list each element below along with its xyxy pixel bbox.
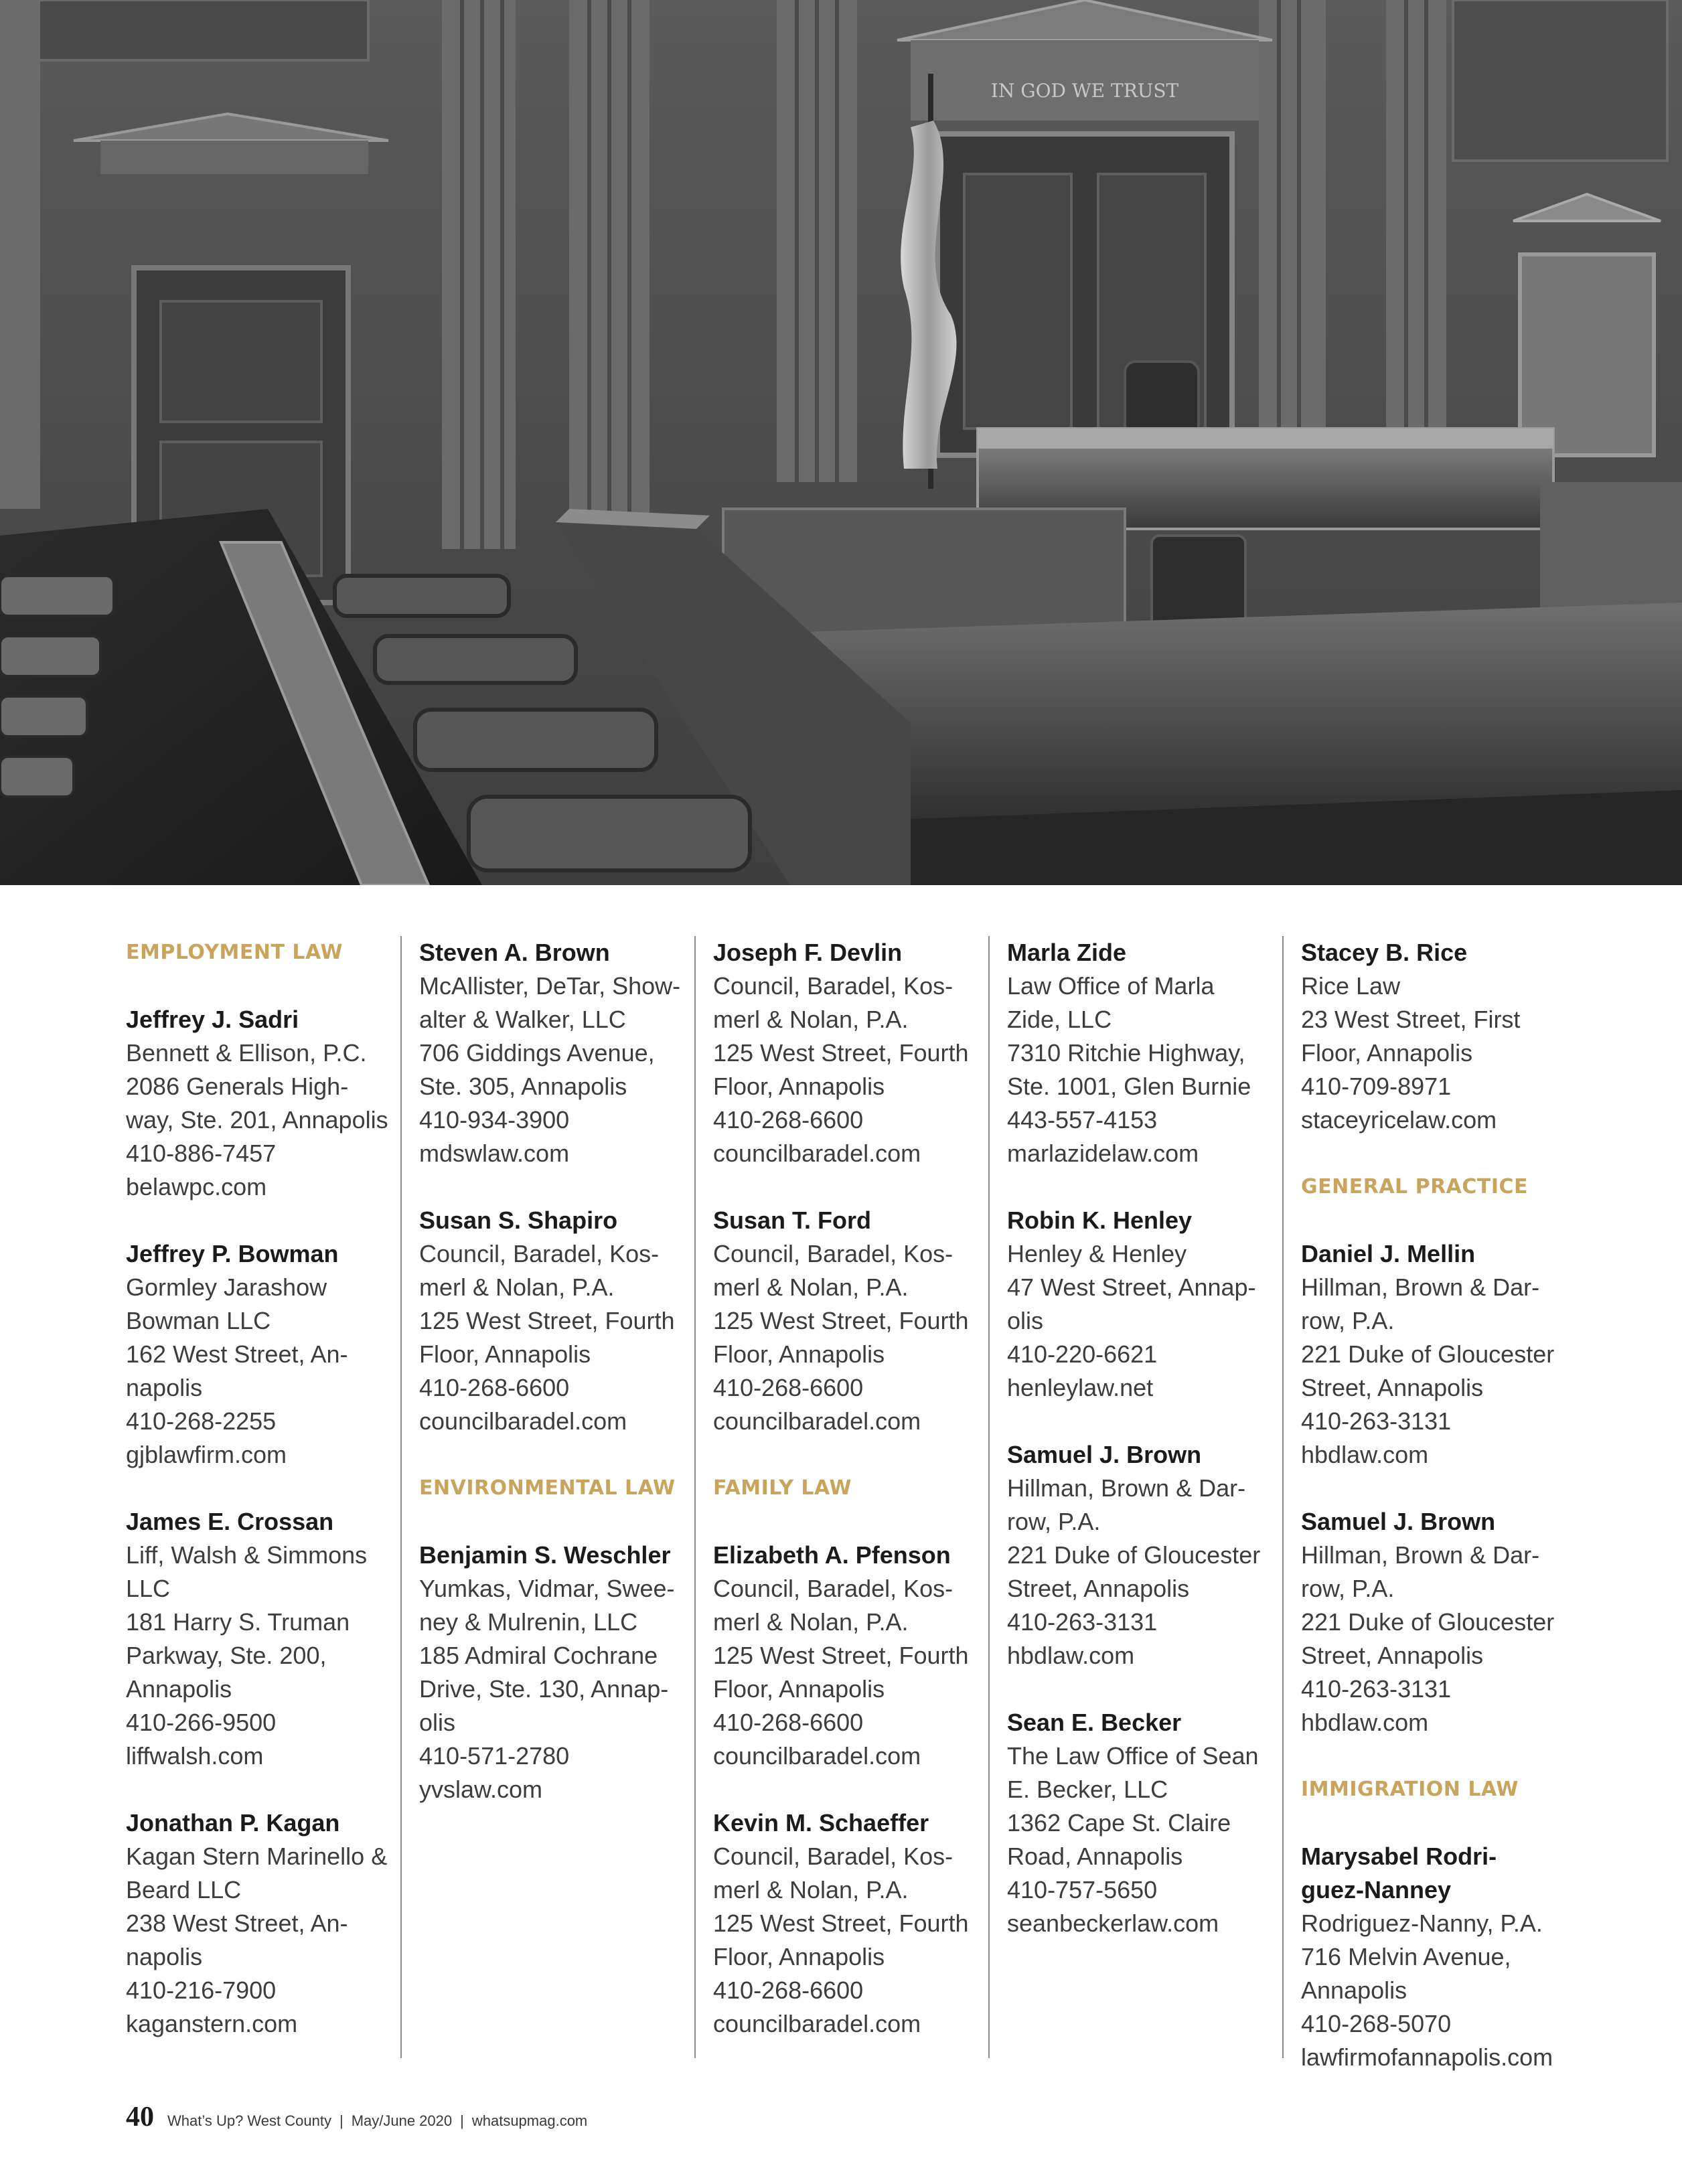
address-line: Street, Annapolis (1301, 1374, 1484, 1401)
attorney-entry (1007, 1438, 1275, 1672)
address-line: 1362 Cape St. Claire (1007, 1809, 1231, 1837)
listing-column-4 (1007, 936, 1275, 2061)
address-line: 221 Duke of Gloucester (1301, 1340, 1555, 1368)
address-line: Council, Baradel, Kos- (419, 1240, 660, 1267)
address-line: Drive, Ste. 130, Annap- (419, 1675, 669, 1703)
phone-number: 410-268-2255 (126, 1407, 277, 1435)
spacer (1301, 1472, 1569, 1505)
address-line: Road, Annapolis (1007, 1843, 1183, 1870)
spacer (713, 1505, 981, 1539)
address-line: Floor, Annapolis (713, 1675, 885, 1703)
address-line: Ste. 1001, Glen Burnie (1007, 1073, 1251, 1100)
attorney-entry (126, 1505, 394, 1773)
address-line: 125 West Street, Fourth (713, 1039, 969, 1067)
address-line: ney & Mulrenin, LLC (419, 1608, 638, 1636)
attorney-name: Kevin M. Schaeffer (713, 1809, 929, 1837)
website-link[interactable]: lawfirmofannapolis.com (1301, 2043, 1553, 2071)
attorney-name: Robin K. Henley (1007, 1206, 1193, 1234)
address-line: 23 West Street, First (1301, 1006, 1521, 1033)
address-line: Council, Baradel, Kos- (713, 1240, 953, 1267)
column-divider (400, 936, 402, 2058)
website-link[interactable]: hbdlaw.com (1007, 1642, 1135, 1669)
address-line: merl & Nolan, P.A. (713, 1273, 909, 1301)
website-link[interactable]: yvslaw.com (419, 1776, 543, 1803)
address-line: Gormley Jarashow (126, 1273, 327, 1301)
attorney-entry (1007, 1706, 1275, 1940)
website-link[interactable]: liffwalsh.com (126, 1742, 264, 1770)
listing-column-3 (713, 936, 981, 2061)
phone-number: 410-757-5650 (1007, 1876, 1158, 1903)
address-line: 238 West Street, An- (126, 1909, 348, 1937)
phone-number: 410-268-6600 (713, 1709, 864, 1736)
address-line: Liff, Walsh & Simmons (126, 1541, 368, 1569)
address-line: Annapolis (126, 1675, 232, 1703)
address-line: Floor, Annapolis (713, 1340, 885, 1368)
address-line: Council, Baradel, Kos- (713, 1843, 953, 1870)
attorney-name: James E. Crossan (126, 1508, 334, 1535)
address-line: Henley & Henley (1007, 1240, 1187, 1267)
attorney-name: Samuel J. Brown (1301, 1508, 1496, 1535)
address-line: olis (419, 1709, 456, 1736)
spacer (419, 1438, 687, 1472)
address-line: row, P.A. (1007, 1508, 1101, 1535)
attorney-entry (713, 936, 981, 1170)
address-line: Rodriguez-Nanny, P.A. (1301, 1909, 1543, 1937)
address-line: Parkway, Ste. 200, (126, 1642, 327, 1669)
address-line: Council, Baradel, Kos- (713, 972, 953, 1000)
address-line: 706 Giddings Avenue, (419, 1039, 655, 1067)
address-line: 2086 Generals High- (126, 1073, 349, 1100)
website-link[interactable]: henleylaw.net (1007, 1374, 1154, 1401)
attorney-name: Sean E. Becker (1007, 1709, 1182, 1736)
address-line: Hillman, Brown & Dar- (1301, 1541, 1540, 1569)
attorney-entry (713, 1204, 981, 1438)
spacer (126, 1204, 394, 1237)
address-line: napolis (126, 1943, 203, 1970)
page-number: 40 (126, 2102, 154, 2132)
footer-separator: | (460, 2112, 464, 2129)
address-line: Bennett & Ellison, P.C. (126, 1039, 367, 1067)
address-line: way, Ste. 201, Annapolis (126, 1106, 388, 1134)
publication-name: What’s Up? West County (167, 2112, 331, 2129)
phone-number: 410-934-3900 (419, 1106, 570, 1134)
phone-number: 410-266-9500 (126, 1709, 277, 1736)
spacer (1007, 1405, 1275, 1438)
attorney-entry (126, 1806, 394, 2041)
spacer (1301, 1806, 1569, 1840)
phone-number: 410-709-8971 (1301, 1073, 1452, 1100)
spacer (126, 969, 394, 1003)
address-line: McAllister, DeTar, Show- (419, 972, 681, 1000)
practice-area-heading: FAMILY LAW (713, 1476, 852, 1500)
attorney-entry (1007, 1204, 1275, 1405)
website-link[interactable]: councilbaradel.com (713, 2010, 921, 2037)
website-link[interactable]: whatsupmag.com (471, 2112, 588, 2129)
spacer (713, 1170, 981, 1204)
website-link[interactable]: kaganstern.com (126, 2010, 298, 2037)
website-link[interactable]: councilbaradel.com (713, 1742, 921, 1770)
website-link[interactable]: hbdlaw.com (1301, 1441, 1429, 1468)
attorney-name: Marla Zide (1007, 939, 1127, 966)
address-line: 221 Duke of Gloucester (1007, 1541, 1261, 1569)
attorney-name: Benjamin S. Weschler (419, 1541, 671, 1569)
address-line: 125 West Street, Fourth (419, 1307, 675, 1334)
spacer (126, 1773, 394, 1806)
attorney-name: Marysabel Rodri- (1301, 1843, 1497, 1870)
address-line: Yumkas, Vidmar, Swee- (419, 1575, 675, 1602)
attorney-name: Jonathan P. Kagan (126, 1809, 340, 1837)
address-line: Zide, LLC (1007, 1006, 1112, 1033)
spacer (1007, 1672, 1275, 1706)
address-line: 181 Harry S. Truman (126, 1608, 350, 1636)
address-line: 221 Duke of Gloucester (1301, 1608, 1555, 1636)
listing-column-1 (126, 936, 394, 2061)
address-line: Floor, Annapolis (713, 1943, 885, 1970)
attorney-name: Daniel J. Mellin (1301, 1240, 1476, 1267)
phone-number: 410-268-6600 (713, 1106, 864, 1134)
phone-number: 410-268-5070 (1301, 2010, 1452, 2037)
spacer (713, 1773, 981, 1806)
website-link[interactable]: hbdlaw.com (1301, 1709, 1429, 1736)
address-line: 47 West Street, Annap- (1007, 1273, 1256, 1301)
spacer (419, 1170, 687, 1204)
spacer (1301, 1739, 1569, 1773)
attorney-entry (1301, 1840, 1569, 2074)
phone-number: 410-216-7900 (126, 1976, 277, 2004)
address-line: row, P.A. (1301, 1307, 1395, 1334)
column-divider (1282, 936, 1284, 2058)
address-line: 125 West Street, Fourth (713, 1909, 969, 1937)
address-line: Rice Law (1301, 972, 1401, 1000)
address-line: Beard LLC (126, 1876, 242, 1903)
address-line: merl & Nolan, P.A. (713, 1876, 909, 1903)
website-link[interactable]: staceyricelaw.com (1301, 1106, 1497, 1134)
address-line: 162 West Street, An- (126, 1340, 348, 1368)
practice-area-heading: EMPLOYMENT LAW (126, 941, 343, 964)
address-line: Street, Annapolis (1007, 1575, 1190, 1602)
address-line: 716 Melvin Avenue, (1301, 1943, 1511, 1970)
attorney-entry (1301, 936, 1569, 1137)
address-line: Floor, Annapolis (1301, 1039, 1473, 1067)
address-line: Floor, Annapolis (419, 1340, 591, 1368)
website-link[interactable]: councilbaradel.com (713, 1407, 921, 1435)
address-line: The Law Office of Sean (1007, 1742, 1259, 1770)
phone-number: 410-268-6600 (713, 1976, 864, 2004)
attorney-name: Jeffrey J. Sadri (126, 1006, 299, 1033)
attorney-entry (713, 1539, 981, 1773)
attorney-name: Steven A. Brown (419, 939, 610, 966)
spacer (713, 1438, 981, 1472)
issue-date: May/June 2020 (351, 2112, 453, 2129)
attorney-entry (419, 1204, 687, 1438)
spacer (126, 1472, 394, 1505)
address-line: Annapolis (1301, 1976, 1407, 2004)
spacer (1301, 1204, 1569, 1237)
attorney-entry (1301, 1505, 1569, 1739)
attorney-entry (126, 1237, 394, 1472)
practice-area-heading: IMMIGRATION LAW (1301, 1778, 1519, 1801)
address-line: Council, Baradel, Kos- (713, 1575, 953, 1602)
website-link[interactable]: gjblawfirm.com (126, 1441, 287, 1468)
attorney-entry (1007, 936, 1275, 1170)
address-line: E. Becker, LLC (1007, 1776, 1168, 1803)
spacer (419, 1505, 687, 1539)
address-line: Street, Annapolis (1301, 1642, 1484, 1669)
phone-number: 443-557-4153 (1007, 1106, 1158, 1134)
phone-number: 410-263-3131 (1007, 1608, 1158, 1636)
column-divider (988, 936, 990, 2058)
phone-number: 410-268-6600 (419, 1374, 570, 1401)
attorney-listings (126, 936, 1565, 2071)
address-line: row, P.A. (1301, 1575, 1395, 1602)
attorney-entry (1301, 1237, 1569, 1472)
address-line: LLC (126, 1575, 171, 1602)
address-line: Hillman, Brown & Dar- (1301, 1273, 1540, 1301)
attorney-entry (419, 936, 687, 1170)
address-line: Hillman, Brown & Dar- (1007, 1474, 1246, 1502)
practice-area-heading: GENERAL PRACTICE (1301, 1175, 1529, 1198)
listing-column-5 (1301, 936, 1569, 2071)
attorney-name: Jeffrey P. Bowman (126, 1240, 339, 1267)
website-link[interactable]: belawpc.com (126, 1173, 267, 1200)
attorney-name: Susan T. Ford (713, 1206, 872, 1234)
practice-area-heading: ENVIRONMENTAL LAW (419, 1476, 676, 1500)
courtroom-photo (0, 0, 1682, 885)
attorney-name: Stacey B. Rice (1301, 939, 1468, 966)
address-line: olis (1007, 1307, 1044, 1334)
attorney-name: Samuel J. Brown (1007, 1441, 1202, 1468)
spacer (1301, 1137, 1569, 1170)
attorney-entry (713, 1806, 981, 2041)
address-line: Bowman LLC (126, 1307, 271, 1334)
phone-number: 410-571-2780 (419, 1742, 570, 1770)
website-link[interactable]: councilbaradel.com (419, 1407, 627, 1435)
address-line: merl & Nolan, P.A. (713, 1006, 909, 1033)
footer-separator: | (339, 2112, 343, 2129)
address-line: Ste. 305, Annapolis (419, 1073, 627, 1100)
website-link[interactable]: councilbaradel.com (713, 1140, 921, 1167)
website-link[interactable]: mdswlaw.com (419, 1140, 570, 1167)
phone-number: 410-886-7457 (126, 1140, 277, 1167)
address-line: alter & Walker, LLC (419, 1006, 626, 1033)
attorney-name: Elizabeth A. Pfenson (713, 1541, 951, 1569)
phone-number: 410-263-3131 (1301, 1407, 1452, 1435)
column-divider (694, 936, 696, 2058)
spacer (1007, 1170, 1275, 1204)
address-line: Law Office of Marla (1007, 972, 1215, 1000)
address-line: Floor, Annapolis (713, 1073, 885, 1100)
phone-number: 410-268-6600 (713, 1374, 864, 1401)
address-line: 125 West Street, Fourth (713, 1642, 969, 1669)
attorney-name: guez-Nanney (1301, 1876, 1452, 1903)
address-line: merl & Nolan, P.A. (713, 1608, 909, 1636)
attorney-entry (126, 1003, 394, 1204)
address-line: 125 West Street, Fourth (713, 1307, 969, 1334)
listing-column-2 (419, 936, 687, 2061)
website-link[interactable]: seanbeckerlaw.com (1007, 1909, 1219, 1937)
attorney-entry (419, 1539, 687, 1806)
page-footer (126, 2101, 587, 2134)
address-line: napolis (126, 1374, 203, 1401)
engraving-text: IN GOD WE TRUST (990, 80, 1179, 102)
attorney-name: Joseph F. Devlin (713, 939, 903, 966)
address-line: 185 Admiral Cochrane (419, 1642, 658, 1669)
address-line: Kagan Stern Marinello & (126, 1843, 388, 1870)
attorney-name: Susan S. Shapiro (419, 1206, 618, 1234)
address-line: 7310 Ritchie Highway, (1007, 1039, 1245, 1067)
website-link[interactable]: marlazidelaw.com (1007, 1140, 1199, 1167)
phone-number: 410-263-3131 (1301, 1675, 1452, 1703)
phone-number: 410-220-6621 (1007, 1340, 1158, 1368)
address-line: merl & Nolan, P.A. (419, 1273, 615, 1301)
